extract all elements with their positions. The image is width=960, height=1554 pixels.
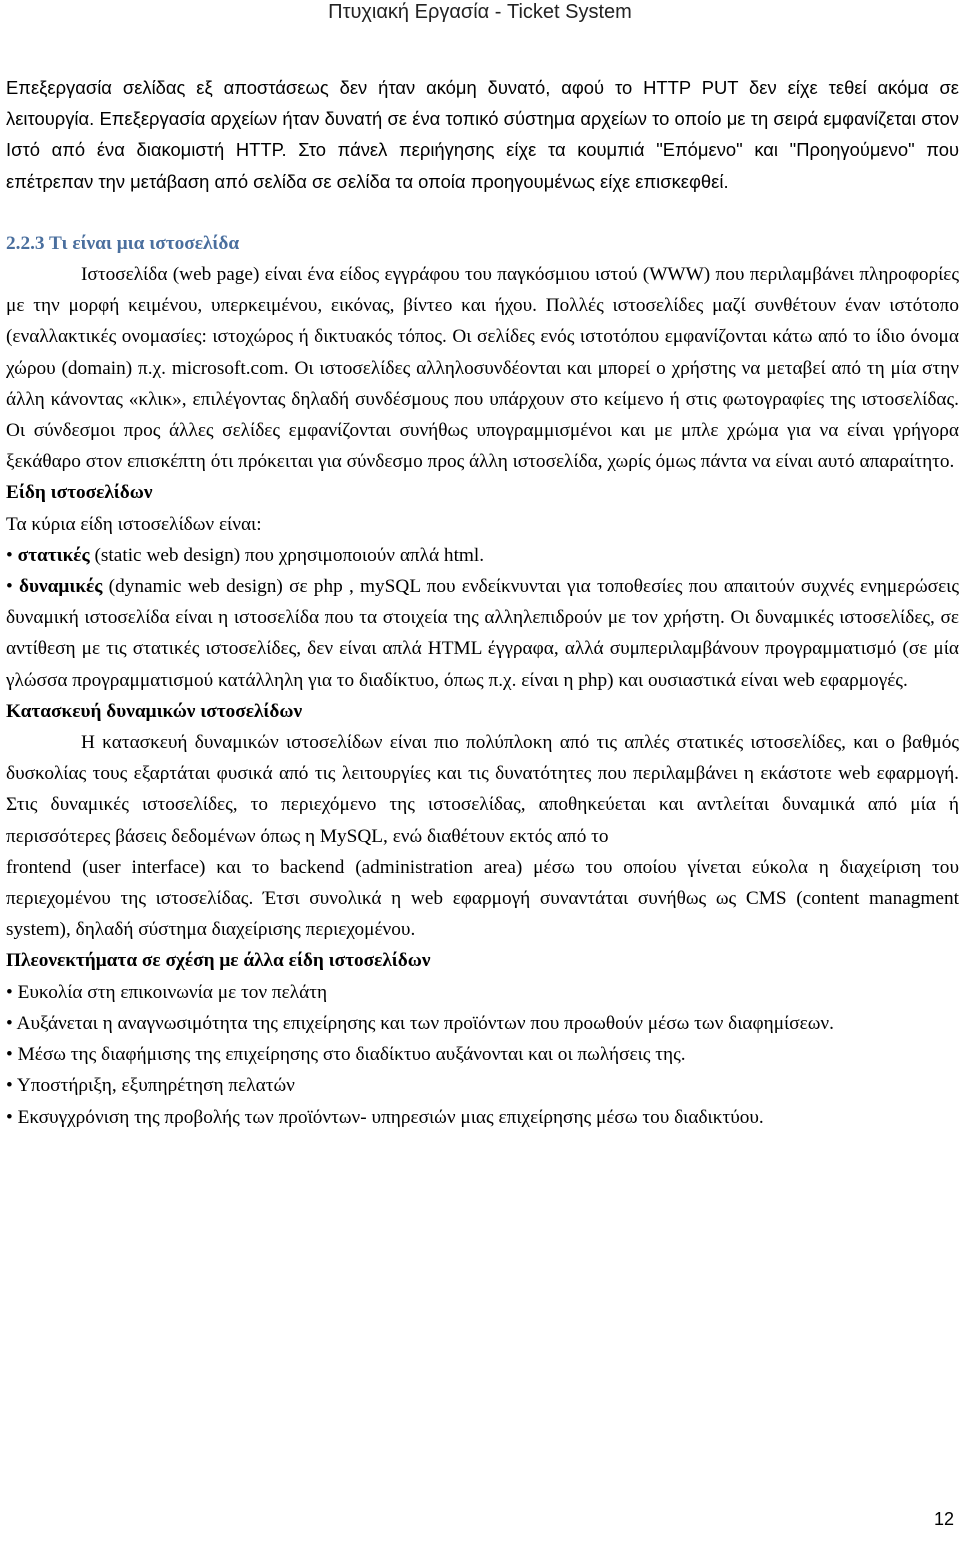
running-header: Πτυχιακή Εργασία - Ticket System [328, 1, 632, 23]
advantages-item [6, 977, 959, 1008]
section-heading: 2.2.3 Τι είναι μια ιστοσελίδα [6, 232, 240, 254]
bullet-symbol: • [6, 1044, 13, 1066]
bullet-symbol: • [6, 1075, 13, 1097]
intro-paragraph: Επεξεργασία σελίδας εξ αποστάσεως δεν ήταν ακόμη δυνατό, αφού το HTTP PUT δεν είχε τεθεί ακόμα σε λειτουργία. Επεξεργασία αρχείων ήταν δυνατή σε ένα τοπικό σύστημα αρχείων το οποίο με τη σειρά εμφανίζεται στον Ιστό από ένα διακομιστή HTTP. Στο πάνελ περιήγησης είχε τα κουμπιά "Επόμενο" και "Προηγούμενο" που επέτρεπαν την μετάβαση από σελίδα σε σελίδα τα οποία προηγουμένως είχε επισκεφθεί. [6, 77, 959, 192]
bullet-symbol: • [6, 576, 13, 598]
bullet-symbol: • [6, 1106, 13, 1128]
types-heading: Είδη ιστοσελίδων [6, 482, 153, 504]
construction-paragraph-2: frontend (user interface) και το backend (administration area) μέσω του οποίου γίνεται εύκολα η διαχείριση του περιεχομένου της ιστοσελίδας. Έτσι συνολικά η web εφαρμογή συναντάται συνήθως ως CMS (content managment system), δηλαδή σύστημα διαχείρισης περιεχομένου. [6, 856, 959, 941]
advantages-item [6, 1102, 959, 1133]
construction-paragraph-1: Η κατασκευή δυναμικών ιστοσελίδων είναι πιο πολύπλοκη από τις απλές στατικές ιστοσελίδες, και ο βαθμός δυσκολίας τους εξαρτάται φυσικά από τις λειτουργίες και τις δυνατότητες που περιλαμβάνει η εκάστοτε web εφαρμογή. Στις δυναμικές ιστοσελίδες, το περιεχόμενο της ιστοσελίδας, αποθηκεύεται και αντλείται δυναμικά από μία ή περισσότερες βάσεις δεδομένων όπως η MySQL, ενώ διαθέτουν εκτός από το [6, 732, 959, 847]
page-number: 12 [933, 1509, 954, 1529]
bullet-text: Μέσω της διαφήμισης της επιχείρησης στο διαδίκτυο αυξάνονται και οι πωλήσεις της. [17, 1044, 686, 1066]
bullet-text: Υποστήριξη, εξυπηρέτηση πελατών [16, 1075, 295, 1097]
section-paragraph: Ιστοσελίδα (web page) είναι ένα είδος εγγράφου του παγκόσμιου ιστού (WWW) που περιλαμβάνει πληροφορίες με την μορφή κειμένου, υπερκειμένου, εικόνας, βίντεο και ήχου. Πολλές ιστοσελίδες μαζί συνθέτουν έναν ιστότοπο (εναλλακτικές ονομασίες: ιστοχώρος ή δικτυακός τόπος. Οι σελίδες ενός ιστοτόπου εμφανίζονται κάτω από το ίδιο όνομα χώρου (domain) π.χ. microsoft.com. Οι ιστοσελίδες αλληλοσυνδέονται και μπορεί ο χρήστης να μεταβεί από τη μία στην άλλη κάνοντας «κλικ», επιλέγοντας δηλαδή συνδέσμους που υπάρχουν στο κείμενο ή στις φωτογραφίες της ιστοσελίδας. Οι σύνδεσμοι προς άλλες σελίδες εμφανίζονται συνήθως υπογραμμισμένοι και με μπλε χρώμα για να είναι γρήγορα ξεκάθαρο στον επισκέπτη ότι πρόκειται για σύνδεσμο προς άλλη ιστοσελίδα, χωρίς όμως πάντα να είναι αυτό απαραίτητο. [6, 264, 959, 473]
paragraph-spacer [6, 197, 959, 228]
types-bullet-static [6, 540, 959, 571]
bullet-symbol: • [6, 1012, 13, 1034]
bullet-term: στατικές [17, 544, 90, 566]
advantages-item [6, 1039, 959, 1070]
bullet-symbol: • [6, 544, 13, 566]
bullet-symbol: • [6, 981, 13, 1003]
advantages-item [6, 1070, 959, 1101]
bullet-text: Αυξάνεται η αναγνωσιμότητα της επιχείρησης και των προϊόντων που προωθούν μέσω των διαφημίσεων. [16, 1012, 834, 1034]
bullet-term: δυναμικές [19, 576, 103, 598]
page-content [6, 72, 959, 1133]
bullet-text: Εκσυγχρόνιση της προβολής των προϊόντων- υπηρεσιών μιας επιχείρησης μέσω του διαδικτύου. [17, 1106, 764, 1128]
bullet-text: (static web design) που χρησιμοποιούν απλά html. [89, 544, 485, 566]
types-intro: Τα κύρια είδη ιστοσελίδων είναι: [6, 513, 262, 535]
construction-heading: Κατασκευή δυναμικών ιστοσελίδων [6, 700, 303, 722]
types-bullet-dynamic [6, 571, 959, 696]
bullet-text: Ευκολία στη επικοινωνία με τον πελάτη [17, 981, 328, 1003]
advantages-item [6, 1008, 959, 1039]
bullet-text: (dynamic web design) σε php , mySQL που ενδείκνυνται για τοποθεσίες που απαιτούν συχνές ενημερώσεις δυναμική ιστοσελίδα είναι η ιστοσελίδα που τα στοιχεία της αλληλεπιδρούν με τον χρήστη. Οι δυναμικές ιστοσελίδες, σε αντίθεση με τις στατικές ιστοσελίδες, δεν είναι απλά HTML έγγραφα, αλλά συμπεριλαμβάνουν προγραμματισμό (σε μία γλώσσα προγραμματισμού κατάλληλη για το διαδίκτυο, όπως π.χ. είναι η php) και ουσιαστικά είναι web εφαρμογές. [6, 576, 959, 691]
advantages-heading: Πλεονεκτήματα σε σχέση με άλλα είδη ιστοσελίδων [6, 950, 431, 972]
